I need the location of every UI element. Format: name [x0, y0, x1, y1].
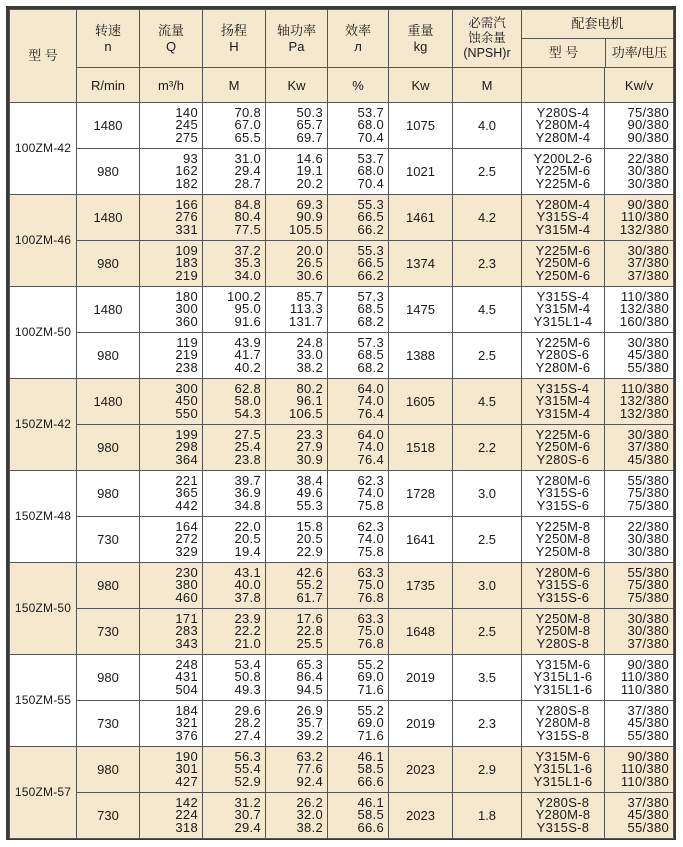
flow-cell-values: 300 450 550: [175, 380, 198, 421]
speed-cell: 980: [77, 747, 140, 793]
shaft-power-cell-values: 26.2 32.0 38.2: [296, 794, 323, 835]
head-cell: [203, 655, 266, 701]
npsh-cell: 2.5: [453, 333, 522, 379]
efficiency-cell-values: 55.3 66.5 66.2: [357, 196, 384, 237]
speed-cell: 1480: [77, 287, 140, 333]
head-cell: [203, 517, 266, 563]
efficiency-cell-values: 62.3 74.0 75.8: [357, 518, 384, 559]
header-head: 扬程 H: [203, 10, 266, 68]
efficiency-cell: [328, 333, 389, 379]
header-shaft-power: 轴功率 Pa: [266, 10, 328, 68]
shaft-power-cell-values: 17.6 22.8 25.5: [296, 610, 323, 651]
speed-cell: 1480: [77, 103, 140, 149]
shaft-power-cell-values: 42.6 55.2 61.7: [296, 564, 323, 605]
model-cell: 150ZM-55: [10, 655, 77, 747]
shaft-power-cell-values: 85.7 113.3 131.7: [288, 288, 323, 329]
flow-cell-values: 164 272 329: [175, 518, 198, 559]
efficiency-cell: [328, 701, 389, 747]
npsh-cell: 4.0: [453, 103, 522, 149]
head-cell: [203, 333, 266, 379]
flow-cell: [140, 425, 203, 471]
unit-weight: Kw: [389, 68, 453, 103]
shaft-power-cell-values: 38.4 49.6 55.3: [296, 472, 323, 513]
npsh-cell: 3.0: [453, 563, 522, 609]
efficiency-cell: [328, 793, 389, 839]
motor-power-cell: [605, 655, 674, 701]
flow-cell-values: 190 301 427: [175, 748, 198, 789]
flow-cell: [140, 609, 203, 655]
npsh-cell: 4.5: [453, 379, 522, 425]
efficiency-cell-values: 53.7 68.0 70.4: [357, 150, 384, 191]
motor-model-cell: [522, 287, 605, 333]
motor-model-cell: [522, 701, 605, 747]
shaft-power-cell: [266, 609, 328, 655]
efficiency-cell-values: 57.3 68.5 68.2: [357, 288, 384, 329]
motor-power-cell: [605, 563, 674, 609]
model-cell: 100ZM-50: [10, 287, 77, 379]
shaft-power-cell: [266, 241, 328, 287]
table-row: [10, 701, 674, 747]
shaft-power-cell: [266, 793, 328, 839]
header-speed: 转速 n: [77, 10, 140, 68]
speed-cell: 730: [77, 793, 140, 839]
model-cell: 100ZM-42: [10, 103, 77, 195]
weight-cell: 2019: [389, 701, 453, 747]
npsh-cell: 2.3: [453, 241, 522, 287]
shaft-power-cell-values: 15.8 20.5 22.9: [296, 518, 323, 559]
npsh-cell: 4.5: [453, 287, 522, 333]
efficiency-cell: [328, 747, 389, 793]
table-row: [10, 425, 674, 471]
efficiency-cell: [328, 471, 389, 517]
weight-cell: 1475: [389, 287, 453, 333]
efficiency-cell-values: 55.2 69.0 71.6: [357, 702, 384, 743]
motor-power-cell: [605, 379, 674, 425]
flow-cell-values: 180 300 360: [175, 288, 198, 329]
shaft-power-cell: [266, 563, 328, 609]
flow-cell: [140, 747, 203, 793]
unit-speed: R/min: [77, 68, 140, 103]
efficiency-cell-values: 64.0 74.0 76.4: [357, 380, 384, 421]
head-cell: [203, 747, 266, 793]
speed-cell: 730: [77, 701, 140, 747]
motor-power-cell: [605, 747, 674, 793]
npsh-cell: 2.2: [453, 425, 522, 471]
flow-cell: [140, 149, 203, 195]
efficiency-cell: [328, 609, 389, 655]
motor-model-cell-values: Y315M-6 Y315L1-6 Y315L1-6: [533, 656, 593, 697]
motor-model-cell: [522, 793, 605, 839]
head-cell-values: 22.0 20.5 19.4: [234, 518, 261, 559]
efficiency-cell: [328, 241, 389, 287]
motor-power-cell-values: 90/380 110/380 110/380: [620, 656, 669, 697]
shaft-power-cell-values: 69.3 90.9 105.5: [288, 196, 323, 237]
shaft-power-cell: [266, 517, 328, 563]
head-cell: [203, 379, 266, 425]
efficiency-cell-values: 53.7 68.0 70.4: [357, 104, 384, 145]
motor-power-cell-values: 22/380 30/380 30/380: [627, 518, 669, 559]
table-row: [10, 655, 674, 701]
npsh-cell: 3.0: [453, 471, 522, 517]
motor-model-cell: [522, 149, 605, 195]
efficiency-cell-values: 64.0 74.0 76.4: [357, 426, 384, 467]
motor-model-cell: [522, 195, 605, 241]
npsh-cell: 2.5: [453, 149, 522, 195]
motor-model-cell: [522, 563, 605, 609]
weight-cell: 1518: [389, 425, 453, 471]
header-motor-power: 功率/电压: [611, 45, 668, 60]
speed-cell: 1480: [77, 195, 140, 241]
speed-cell: 730: [77, 517, 140, 563]
table-row: [10, 103, 674, 149]
motor-power-cell: [605, 609, 674, 655]
efficiency-cell: [328, 103, 389, 149]
table-row: [10, 793, 674, 839]
head-cell-values: 31.0 29.4 28.7: [234, 150, 261, 191]
motor-power-cell: [605, 241, 674, 287]
efficiency-cell-values: 55.2 69.0 71.6: [357, 656, 384, 697]
motor-power-cell: [605, 195, 674, 241]
motor-model-cell-values: Y280S-8 Y280M-8 Y315S-8: [535, 702, 591, 743]
model-cell: 150ZM-42: [10, 379, 77, 471]
table-row: [10, 333, 674, 379]
motor-power-cell-values: 30/380 30/380 37/380: [627, 610, 669, 651]
header-motor-title: 配套电机: [522, 10, 673, 39]
flow-cell: [140, 655, 203, 701]
weight-cell: 2019: [389, 655, 453, 701]
motor-power-cell-values: 110/380 132/380 132/380: [619, 380, 669, 421]
unit-npsh: M: [453, 68, 522, 103]
shaft-power-cell-values: 80.2 96.1 106.5: [288, 380, 323, 421]
head-cell-values: 53.4 50.8 49.3: [234, 656, 261, 697]
speed-cell: 980: [77, 149, 140, 195]
header-motor-subrow: [522, 39, 673, 67]
head-cell-values: 27.5 25.4 23.8: [234, 426, 261, 467]
unit-motor-model: [522, 68, 605, 103]
motor-model-cell-values: Y280S-4 Y280M-4 Y280M-4: [535, 104, 591, 145]
npsh-cell: 2.5: [453, 517, 522, 563]
efficiency-cell: [328, 517, 389, 563]
table-row: [10, 609, 674, 655]
flow-cell-values: 140 245 275: [175, 104, 198, 145]
weight-cell: 2023: [389, 747, 453, 793]
flow-cell: [140, 241, 203, 287]
flow-cell-values: 221 365 442: [175, 472, 198, 513]
model-cell: 150ZM-57: [10, 747, 77, 839]
weight-cell: 1374: [389, 241, 453, 287]
motor-model-cell: [522, 471, 605, 517]
header-motor: [522, 10, 674, 68]
shaft-power-cell: [266, 471, 328, 517]
head-cell: [203, 103, 266, 149]
npsh-cell: 3.5: [453, 655, 522, 701]
table-body: [10, 10, 674, 839]
flow-cell: [140, 517, 203, 563]
motor-power-cell-values: 37/380 45/380 55/380: [627, 794, 669, 835]
motor-power-cell: [605, 701, 674, 747]
table-row: [10, 195, 674, 241]
motor-power-cell-values: 30/380 37/380 45/380: [627, 426, 669, 467]
head-cell: [203, 195, 266, 241]
motor-power-cell-values: 22/380 30/380 30/380: [627, 150, 669, 191]
motor-model-cell-values: Y315S-4 Y315M-4 Y315L1-4: [533, 288, 593, 329]
model-cell: 150ZM-50: [10, 563, 77, 655]
efficiency-cell: [328, 425, 389, 471]
unit-shaft-power: Kw: [266, 68, 328, 103]
weight-cell: 1605: [389, 379, 453, 425]
table-row: [10, 287, 674, 333]
speed-cell: 980: [77, 563, 140, 609]
motor-model-cell-values: Y225M-6 Y250M-6 Y280S-6: [535, 426, 591, 467]
head-cell-values: 39.7 36.9 34.8: [234, 472, 261, 513]
header-weight: 重量 kg: [389, 10, 453, 68]
motor-model-cell-values: Y280M-4 Y315S-4 Y315M-4: [535, 196, 591, 237]
flow-cell: [140, 333, 203, 379]
pump-spec-table-frame: [6, 6, 676, 840]
flow-cell: [140, 195, 203, 241]
flow-cell-values: 109 183 219: [175, 242, 198, 283]
table-row: [10, 747, 674, 793]
efficiency-cell: [328, 195, 389, 241]
npsh-cell: 2.9: [453, 747, 522, 793]
shaft-power-cell: [266, 379, 328, 425]
head-cell: [203, 609, 266, 655]
flow-cell: [140, 379, 203, 425]
speed-cell: 730: [77, 609, 140, 655]
speed-cell: 980: [77, 655, 140, 701]
flow-cell-values: 119 219 238: [175, 334, 198, 375]
shaft-power-cell: [266, 287, 328, 333]
efficiency-cell-values: 63.3 75.0 76.8: [357, 610, 384, 651]
speed-cell: 980: [77, 425, 140, 471]
head-cell-values: 29.6 28.2 27.4: [234, 702, 261, 743]
head-cell-values: 31.2 30.7 29.4: [234, 794, 261, 835]
motor-model-cell: [522, 425, 605, 471]
flow-cell-values: 230 380 460: [175, 564, 198, 605]
weight-cell: 1728: [389, 471, 453, 517]
unit-motor-power: Kw/v: [605, 68, 674, 103]
motor-power-cell: [605, 517, 674, 563]
flow-cell-values: 142 224 318: [175, 794, 198, 835]
motor-model-cell-values: Y280M-6 Y315S-6 Y315S-6: [535, 564, 591, 605]
flow-cell-values: 93 162 182: [175, 150, 198, 191]
motor-power-cell: [605, 333, 674, 379]
table-row: [10, 379, 674, 425]
units-row: [10, 68, 674, 103]
shaft-power-cell-values: 23.3 27.9 30.9: [296, 426, 323, 467]
weight-cell: 1641: [389, 517, 453, 563]
shaft-power-cell-values: 50.3 65.7 69.7: [296, 104, 323, 145]
motor-model-cell-values: Y250M-8 Y250M-8 Y280S-8: [535, 610, 591, 651]
motor-model-cell: [522, 609, 605, 655]
shaft-power-cell: [266, 701, 328, 747]
npsh-cell: 2.5: [453, 609, 522, 655]
shaft-power-cell: [266, 103, 328, 149]
motor-power-cell-values: 110/380 132/380 160/380: [619, 288, 669, 329]
flow-cell: [140, 793, 203, 839]
head-cell: [203, 563, 266, 609]
model-cell: 100ZM-46: [10, 195, 77, 287]
motor-power-cell: [605, 287, 674, 333]
header-model: 型 号: [10, 10, 77, 103]
head-cell: [203, 701, 266, 747]
efficiency-cell-values: 62.3 74.0 75.8: [357, 472, 384, 513]
motor-model-cell-values: Y280M-6 Y315S-6 Y315S-6: [535, 472, 591, 513]
head-cell-values: 56.3 55.4 52.9: [234, 748, 261, 789]
head-cell: [203, 471, 266, 517]
weight-cell: 1648: [389, 609, 453, 655]
unit-head: M: [203, 68, 266, 103]
motor-power-cell-values: 75/380 90/380 90/380: [627, 104, 669, 145]
pump-spec-table: [9, 9, 674, 839]
efficiency-cell-values: 57.3 68.5 68.2: [357, 334, 384, 375]
header-row: [10, 10, 674, 68]
motor-power-cell: [605, 103, 674, 149]
flow-cell-values: 171 283 343: [175, 610, 198, 651]
shaft-power-cell-values: 14.6 19.1 20.2: [296, 150, 323, 191]
motor-power-cell-values: 90/380 110/380 132/380: [619, 196, 669, 237]
shaft-power-cell-values: 26.9 35.7 39.2: [296, 702, 323, 743]
head-cell-values: 37.2 35.3 34.0: [234, 242, 261, 283]
table-row: [10, 241, 674, 287]
head-cell: [203, 793, 266, 839]
shaft-power-cell: [266, 195, 328, 241]
speed-cell: 980: [77, 471, 140, 517]
efficiency-cell-values: 55.3 66.5 66.2: [357, 242, 384, 283]
shaft-power-cell-values: 24.8 33.0 38.2: [296, 334, 323, 375]
unit-efficiency: %: [328, 68, 389, 103]
motor-power-cell: [605, 793, 674, 839]
speed-cell: 1480: [77, 379, 140, 425]
shaft-power-cell: [266, 747, 328, 793]
flow-cell: [140, 103, 203, 149]
shaft-power-cell: [266, 149, 328, 195]
unit-flow: m³/h: [140, 68, 203, 103]
table-row: [10, 471, 674, 517]
head-cell: [203, 241, 266, 287]
head-cell: [203, 425, 266, 471]
efficiency-cell-values: 46.1 58.5 66.6: [357, 794, 384, 835]
flow-cell: [140, 701, 203, 747]
efficiency-cell: [328, 149, 389, 195]
motor-model-cell: [522, 517, 605, 563]
flow-cell: [140, 287, 203, 333]
shaft-power-cell: [266, 333, 328, 379]
table-row: [10, 517, 674, 563]
shaft-power-cell-values: 65.3 86.4 94.5: [296, 656, 323, 697]
shaft-power-cell: [266, 425, 328, 471]
motor-power-cell-values: 55/380 75/380 75/380: [627, 472, 669, 513]
flow-cell-values: 248 431 504: [175, 656, 198, 697]
weight-cell: 1075: [389, 103, 453, 149]
weight-cell: 2023: [389, 793, 453, 839]
head-cell-values: 23.9 22.2 21.0: [234, 610, 261, 651]
header-motor-model: 型 号: [522, 39, 606, 67]
motor-power-cell-values: 37/380 45/380 55/380: [627, 702, 669, 743]
weight-cell: 1021: [389, 149, 453, 195]
weight-cell: 1461: [389, 195, 453, 241]
speed-cell: 980: [77, 333, 140, 379]
head-cell-values: 70.8 67.0 65.5: [234, 104, 261, 145]
header-flow: 流量 Q: [140, 10, 203, 68]
motor-model-cell: [522, 747, 605, 793]
motor-model-cell-values: Y315S-4 Y315M-4 Y315M-4: [535, 380, 591, 421]
table-row: [10, 563, 674, 609]
flow-cell-values: 184 321 376: [175, 702, 198, 743]
efficiency-cell-values: 46.1 58.5 66.6: [357, 748, 384, 789]
shaft-power-cell: [266, 655, 328, 701]
efficiency-cell: [328, 379, 389, 425]
motor-power-cell: [605, 425, 674, 471]
model-cell: 150ZM-48: [10, 471, 77, 563]
motor-model-cell: [522, 379, 605, 425]
motor-power-cell: [605, 149, 674, 195]
head-cell-values: 100.2 95.0 91.6: [226, 288, 261, 329]
head-cell: [203, 287, 266, 333]
motor-model-cell-values: Y280S-8 Y280M-8 Y315S-8: [535, 794, 591, 835]
flow-cell-values: 199 298 364: [175, 426, 198, 467]
motor-model-cell: [522, 241, 605, 287]
flow-cell: [140, 471, 203, 517]
motor-model-cell-values: Y200L2-6 Y225M-6 Y225M-6: [533, 150, 593, 191]
efficiency-cell: [328, 563, 389, 609]
table-row: [10, 149, 674, 195]
header-efficiency: 效率 л: [328, 10, 389, 68]
motor-model-cell-values: Y225M-6 Y280S-6 Y280M-6: [535, 334, 591, 375]
npsh-cell: 4.2: [453, 195, 522, 241]
motor-model-cell: [522, 655, 605, 701]
efficiency-cell-values: 63.3 75.0 76.8: [357, 564, 384, 605]
efficiency-cell: [328, 655, 389, 701]
motor-model-cell: [522, 103, 605, 149]
npsh-cell: 2.3: [453, 701, 522, 747]
head-cell: [203, 149, 266, 195]
shaft-power-cell-values: 63.2 77.6 92.4: [296, 748, 323, 789]
efficiency-cell: [328, 287, 389, 333]
head-cell-values: 43.9 41.7 40.2: [234, 334, 261, 375]
motor-model-cell-values: Y225M-8 Y250M-8 Y250M-8: [535, 518, 591, 559]
head-cell-values: 84.8 80.4 77.5: [234, 196, 261, 237]
motor-model-cell-values: Y225M-6 Y250M-6 Y250M-6: [535, 242, 591, 283]
weight-cell: 1735: [389, 563, 453, 609]
motor-power-cell-values: 30/380 45/380 55/380: [627, 334, 669, 375]
weight-cell: 1388: [389, 333, 453, 379]
motor-model-cell-values: Y315M-6 Y315L1-6 Y315L1-6: [533, 748, 593, 789]
motor-power-cell: [605, 471, 674, 517]
shaft-power-cell-values: 20.0 26.5 30.6: [296, 242, 323, 283]
motor-power-cell-values: 90/380 110/380 110/380: [620, 748, 669, 789]
motor-model-cell: [522, 333, 605, 379]
header-npsh: 必需汽 蚀余量 (NPSH)r: [453, 10, 522, 68]
flow-cell: [140, 563, 203, 609]
motor-power-cell-values: 30/380 37/380 37/380: [627, 242, 669, 283]
head-cell-values: 43.1 40.0 37.8: [234, 564, 261, 605]
npsh-cell: 1.8: [453, 793, 522, 839]
flow-cell-values: 166 276 331: [175, 196, 198, 237]
motor-power-cell-values: 55/380 75/380 75/380: [627, 564, 669, 605]
head-cell-values: 62.8 58.0 54.3: [234, 380, 261, 421]
speed-cell: 980: [77, 241, 140, 287]
